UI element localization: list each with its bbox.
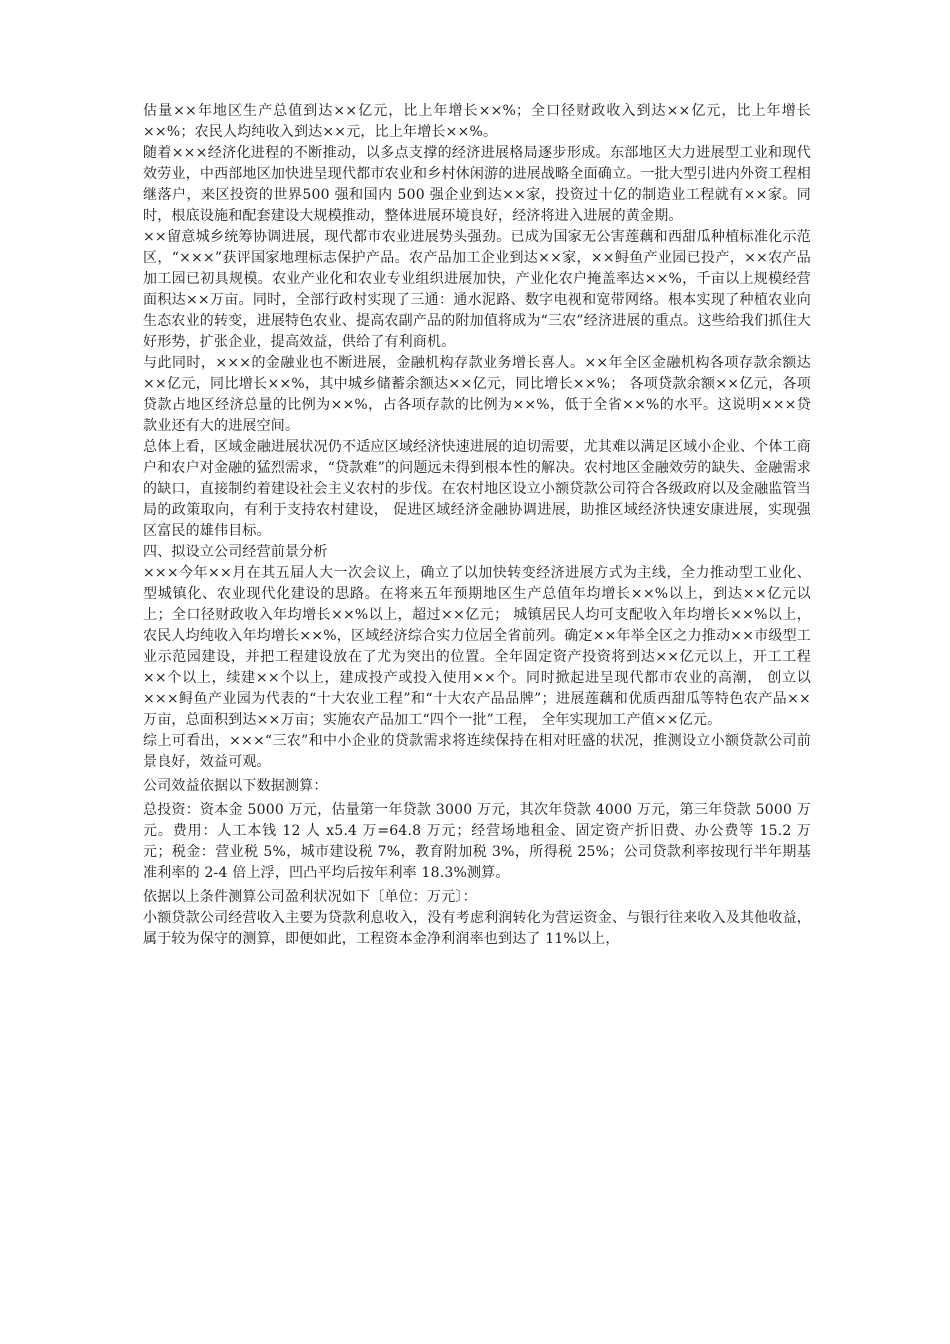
paragraph-gdp-estimate: 估量××年地区生产总值到达××亿元，比上年增长××%；全口径财政收入到达××亿元，比上年增长××%；农民人均纯收入到达××元，比上年增长××%。 [143,103,811,140]
paragraph-agriculture: ××留意城乡统筹协调进展，现代都市农业进展势头强劲。已成为国家无公害莲藕和西甜瓜种植标准化示范区，“×××”获评国家地理标志保护产品。农产品加工企业到达××家，××鲟鱼产业园已投产，××农产品加工园已初具规模。农业产业化和农业专业组织进展加快，产业化农户掩盖率达××%，千亩以上规模经营面积达××万亩。同时，全部行政村实现了三通：通水泥路、数字电视和宽带网络。根本实现了种植农业向生态农业的转变，进展特色农业、提高农副产品的附加值将成为“三农”经济进展的重点。这些给我们抓住大好形势，扩张企业，提高效益，供给了有利商机。 [143,229,811,350]
paragraph-economic-development: 随着×××经济化进程的不断推动，以多点支撑的经济进展格局逐步形成。东部地区大力进展型工业和现代效劳业，中西部地区加快进呈现代都市农业和乡村休闲游的进展战略全面确立。一批大型引进内外资工程相继落户，来区投资的世界500 强和国内 500 强企业到达××家，投资过十亿的制造业工程就有××家。同时，根底设施和配套建设大规模推动，整体进展环境良好，经济将进入进展的黄金期。 [143,145,811,224]
section-heading-prospects: 四、拟设立公司经营前景分析 [143,544,328,560]
paragraph-revenue-note: 小额贷款公司经营收入主要为贷款利息收入，没有考虑利润转化为营运资金、与银行往来收入及其他收益，属于较为保守的测算，即便如此，工程资本金净利润率也到达了 11%以上， [143,910,811,947]
paragraph-overall-assessment: 总体上看，区域金融进展状况仍不适应区域经济快速进展的迫切需要，尤其难以满足区域小企业、个体工商户和农户对金融的猛烈需求，“贷款难”的问题远未得到根本性的解决。农村地区金融效劳的缺失、金融需求的缺口，直接制约着建设社会主义农村的步伐。在农村地区设立小额贷款公司符合各级政府以及金融监管当局的政策取向，有利于支持农村建设， 促进区域经济金融协调进展，助推区域经济快速安康进展，实现强区富民的雄伟目标。 [143,439,811,539]
paragraph-conclusion: 综上可看出，×××“三农”和中小企业的贷款需求将连续保持在相对旺盛的状况，推测设立小额贷款公司前景良好，效益可观。 [143,733,811,770]
document-body [143,101,811,950]
paragraph-benefit-intro: 公司效益依据以下数据测算： [143,778,328,794]
paragraph-finance-growth: 与此同时，×××的金融业也不断进展，金融机构存款业务增长喜人。××年全区金融机构各项存款余额达××亿元，同比增长××%，其中城乡储蓄余额达××亿元，同比增长××%； 各项贷款余额××亿元，各项贷款占地区经济总量的比例为××%，占各项存款的比例为××%，低于全省××%的水平。这说明×××贷款业还有大的进展空间。 [143,355,811,434]
paragraph-profit-calc-intro: 依据以上条件测算公司盈利状况如下〔单位：万元〕： [143,889,477,905]
paragraph-five-year-plan: ×××今年××月在其五届人大一次会议上，确立了以加快转变经济进展方式为主线，全力推动型工业化、型城镇化、农业现代化建设的思路。在将来五年预期地区生产总值年均增长××%以上，到达××亿元以上；全口径财政收入年均增长××%以上，超过××亿元； 城镇居民人均可支配收入年均增长××%以上，农民人均纯收入年均增长××%，区域经济综合实力位居全省前列。确定××年举全区之力推动××市级型工业示范园建设，并把工程建设放在了尤为突出的位置。全年固定资产投资将到达××亿元以上，开工工程××个以上，续建××个以上，建成投产或投入使用××个。同时掀起进呈现代都市农业的高潮， 创立以×××鲟鱼产业园为代表的“十大农业工程”和“十大农产品品牌”；进展莲藕和优质西甜瓜等特色农产品××万亩，总面积到达××万亩；实施农产品加工“四个一批”工程， 全年实现加工产值××亿元。 [143,565,811,728]
paragraph-investment-assumptions: 总投资：资本金 5000 万元，估量第一年贷款 3000 万元，其次年贷款 4000 万元，第三年贷款 5000 万元。费用：人工本钱 12 人 x5.4 万=64.8 万元；经营场地租金、固定资产折旧费、办公费等 15.2 万元；税金：营业税 5%，城市建设税 7%，教育附加税 3%，所得税 25%；公司贷款利率按现行半年期基准利率的 2-4 倍上浮，凹凸平均后按年利率 18.3%测算。 [143,802,811,881]
